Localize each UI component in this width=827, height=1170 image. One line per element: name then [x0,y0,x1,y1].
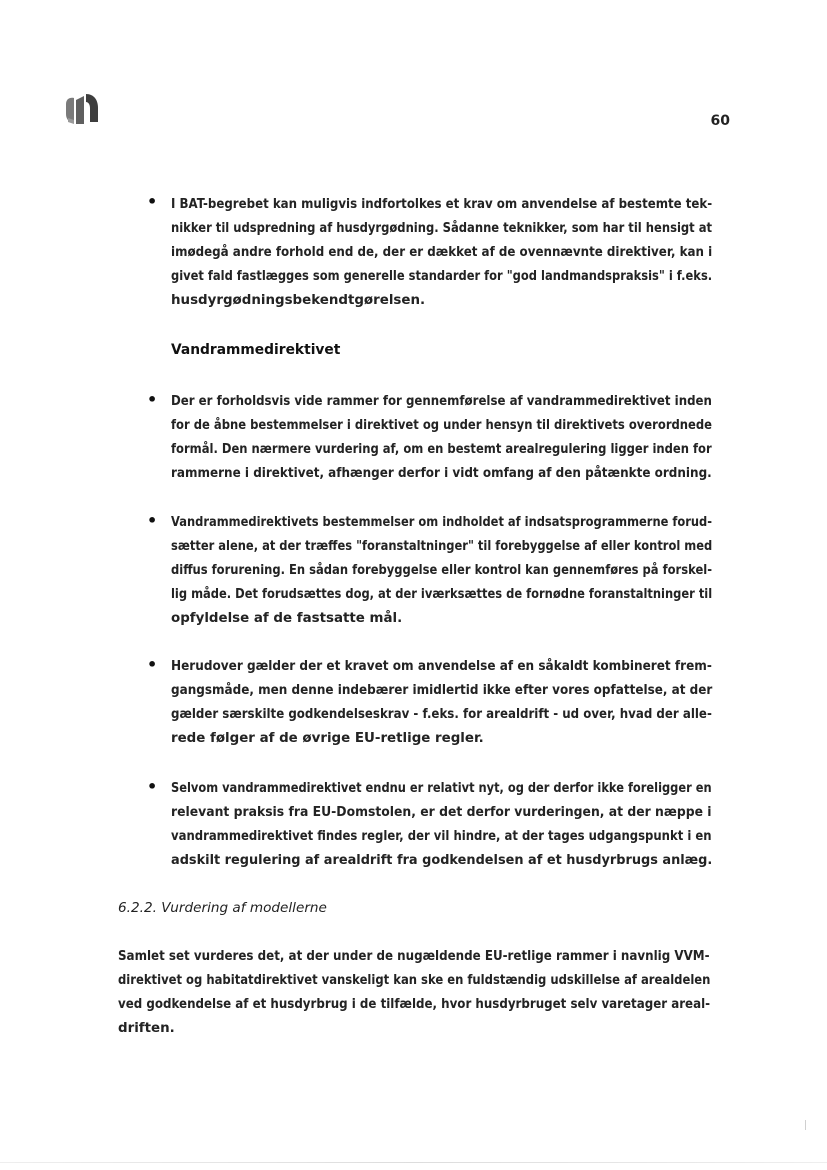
text-line: vandrammedirektivet findes regler, der vil hindre, at der tages udgangspunkt i en [171,829,712,844]
company-logo-icon [62,90,102,130]
text-line: imødegå andre forhold end de, der er dækket af de ovennævnte direktiver, kan i [171,245,713,260]
text-line: adskilt regulering af arealdrift fra godkendelsen af et husdyrbrugs anlæg. [171,853,713,868]
bullet-marker: • [147,655,158,674]
text-line: formål. Den nærmere vurdering af, om en bestemt arealregulering ligger inden for [171,442,712,457]
text-line: Selvom vandrammedirektivet endnu er relativt nyt, og der derfor ikke foreligger en [171,781,712,796]
text-line: for de åbne bestemmelser i direktivet og under hensyn til direktivets overordnede [171,418,713,433]
text-line: Vandrammedirektivets bestemmelser om indholdet af indsatsprogrammerne forud- [171,515,713,530]
bullet-marker: • [147,390,158,409]
text-line: rede følger af de øvrige EU-retlige regler. [171,731,484,746]
text-line: driften. [118,1021,175,1036]
scan-artifact [805,1120,806,1130]
text-line: direktivet og habitatdirektivet vanskeligt kan ske en fuldstændig udskillelse af arealdelen [118,973,711,988]
bullet-marker: • [147,192,158,211]
text-line: givet fald fastlægges som generelle standarder for "god landmandspraksis" i f.eks. [171,269,713,284]
bullet-marker: • [147,777,158,796]
text-line: sætter alene, at der træffes "foranstaltninger" til forebyggelse af eller kontrol med [171,539,713,554]
text-line: I BAT-begrebet kan muligvis indfortolkes et krav om anvendelse af bestemte tek- [171,197,713,212]
bullet-marker: • [147,511,158,530]
text-line: gælder særskilte godkendelseskrav - f.eks. for arealdrift - ud over, hvad der alle- [171,707,712,722]
page-number: 60 [710,113,730,129]
text-line: Samlet set vurderes det, at der under de nugældende EU-retlige rammer i navnlig VVM- [118,949,710,964]
text-line: diffus forurening. En sådan forebyggelse eller kontrol kan gennemføres på forskel- [171,563,713,578]
text-line: gangsmåde, men denne indebærer imidlertid ikke efter vores opfattelse, at der [171,683,713,698]
text-line: Der er forholdsvis vide rammer for gennemførelse af vandrammedirektivet inden [171,394,712,409]
text-line: husdyrgødningsbekendtgørelsen. [171,293,426,308]
text-line: relevant praksis fra EU-Domstolen, er det derfor vurderingen, at der næppe i [171,805,712,820]
text-line: ved godkendelse af et husdyrbrug i de tilfælde, hvor husdyrbruget selv varetager areal- [118,997,711,1012]
text-line: Herudover gælder der et kravet om anvendelse af en såkaldt kombineret frem- [171,659,712,674]
section-heading: Vandrammedirektivet [171,342,341,358]
text-line: rammerne i direktivet, afhænger derfor i vidt omfang af den påtænkte ordning. [171,466,712,481]
text-line: opfyldelse af de fastsatte mål. [171,611,403,626]
scan-bottom-edge [0,1162,827,1163]
subsection-heading: 6.2.2. Vurdering af modellerne [118,900,327,916]
text-line: lig måde. Det forudsættes dog, at der iværksættes de fornødne foranstaltninger til [171,587,713,602]
text-line: nikker til udspredning af husdyrgødning. Sådanne teknikker, som har til hensigt at [171,221,713,236]
